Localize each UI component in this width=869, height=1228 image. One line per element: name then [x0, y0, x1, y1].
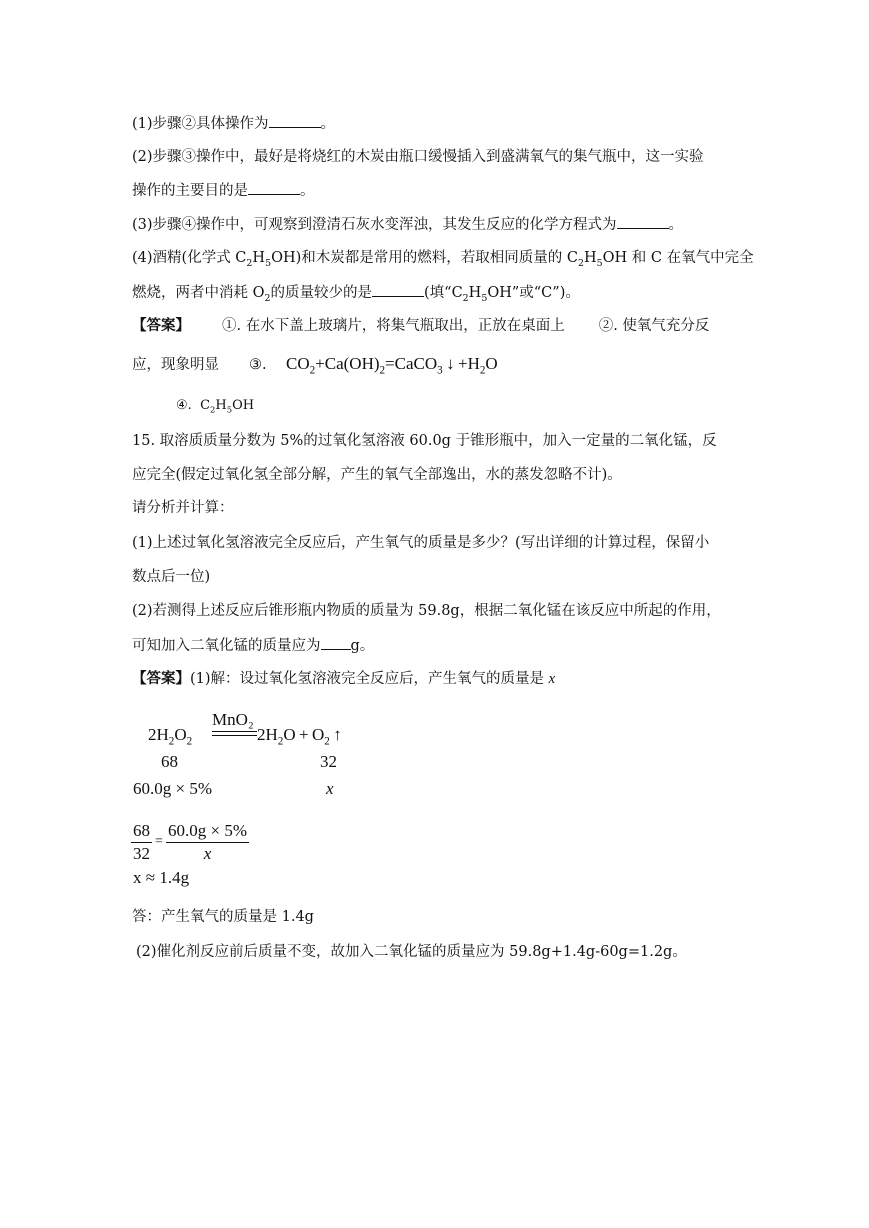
q15-part2-answer: (2)催化剂反应前后质量不变，故加入二氧化锰的质量应为 59.8g+1.4g-60g=1.2g。 — [136, 944, 687, 960]
q14-part2-line1: (2)步骤③操作中，最好是将烧红的木炭由瓶口缓慢插入到盛满氧气的集气瓶中，这一实验 — [132, 149, 704, 165]
q15-conclusion: 答：产生氧气的质量是 1.4g — [132, 909, 314, 925]
answer-blank — [269, 113, 321, 128]
answer-blank — [617, 214, 669, 229]
fraction-left: $\frac{68}{32}$ — [133, 821, 150, 863]
q14-answer-4: ④. $C_2H_5OH$ — [176, 398, 255, 415]
q15-stem-line2: 应完全(假定过氧化氢全部分解，产生的氧气全部逸出，水的蒸发忽略不计)。 — [132, 467, 622, 483]
q14-answer-line1: 【答案】 ①. 在水下盖上玻璃片，将集气瓶取出，正放在桌面上 ②. 使氧气充分反 — [132, 317, 710, 334]
q14-part1: (1)步骤②具体操作为 。 — [132, 113, 335, 134]
catalyst-label: MnO₂ — [212, 710, 254, 729]
q15-part2-line1: (2)若测得上述反应后锥形瓶内物质的质量为 59.8g，根据二氧化锰在该反应中所起的作用， — [132, 603, 721, 619]
q15-stem-line3: 请分析并计算： — [132, 500, 234, 516]
fraction-right: $\frac{60.0g \times 5\%}{x}$ — [168, 821, 247, 863]
q14-answer-equation: $CO_2+Ca(OH)_2=CaCO_3$ ↓ $+H_2O$ — [286, 354, 498, 377]
equals-sign: = — [155, 834, 163, 849]
oxygen-mass: 32 — [320, 752, 337, 771]
q14-part4-line2: 燃烧，两者中消耗 $O_2$的质量较少的是 (填“$C_2H_5OH$”或“C”)。 — [132, 282, 580, 309]
answer-label: 【答案】 — [132, 670, 190, 687]
result: x ≈ 1.4g — [133, 868, 190, 887]
answer-blank — [321, 635, 351, 650]
q14-answer-line2: 应，现象明显 ③. — [132, 357, 267, 373]
reactant: $2H_2O_2$ — [148, 725, 193, 748]
q15-part1-line2: 数点后一位) — [132, 569, 211, 585]
answer-blank — [372, 282, 424, 297]
q14-part4-line1: (4)酒精(化学式 $C_2H_5OH$)和木炭都是常用的燃料，若取相同质量的 $C_2H_5OH$ 和 C 在氧气中完全 — [132, 250, 754, 269]
q15-stem-line1: 15. 取溶质质量分数为 5%的过氧化氢溶液 60.0g 于锥形瓶中，加入一定量的二氧化锰，反 — [132, 433, 717, 449]
unknown-mass: x — [326, 779, 334, 798]
q15-part2-line2: 可知加入二氧化锰的质量应为 g。 — [132, 635, 374, 656]
answer-label: 【答案】 — [132, 317, 190, 334]
reaction-condition-line — [212, 731, 257, 736]
q14-part2-line2: 操作的主要目的是 。 — [132, 180, 315, 201]
products: $2H_2O + O_2$ ↑ — [257, 725, 342, 748]
q15-part1-line1: (1)上述过氧化氢溶液完全反应后，产生氧气的质量是多少？(写出详细的计算过程，保留小 — [132, 535, 710, 551]
q15-answer-intro: 【答案】(1)解：设过氧化氢溶液完全反应后，产生氧气的质量是 x — [132, 670, 556, 687]
given-mass: 60.0g × 5% — [133, 779, 212, 798]
answer-blank — [248, 180, 300, 195]
q14-part3: (3)步骤④操作中，可观察到澄清石灰水变浑浊，其发生反应的化学方程式为 。 — [132, 214, 683, 235]
reactant-mass: 68 — [161, 752, 178, 771]
